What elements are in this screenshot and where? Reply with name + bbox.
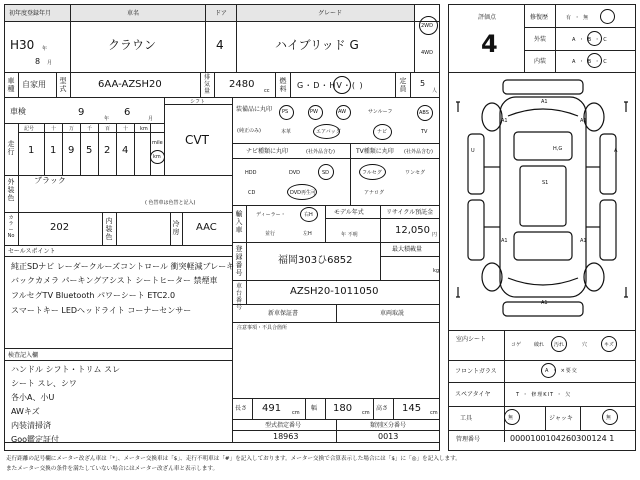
sales-points-label: セールスポイント — [8, 248, 56, 255]
jack-label: ジャッキ — [549, 415, 573, 422]
chassis-value: AZSH20-1011050 — [290, 286, 379, 297]
inspector-line-5: 内装清掃済 — [11, 421, 51, 430]
displacement-label: 排気量 — [203, 74, 210, 95]
damage-mark-left-front: A1 — [501, 118, 508, 124]
vehicle-manual-label: 車両取説 — [380, 310, 405, 317]
tv-type-label: TV種類に丸印 — [356, 148, 394, 155]
tv-analog: アナログ — [364, 190, 385, 196]
max-load-label: 最大積載量 — [392, 246, 423, 253]
length-unit: cm — [292, 410, 300, 416]
damage-mark-right-front: A1 — [580, 118, 587, 124]
import-label: 輸入車 — [235, 210, 243, 234]
spare-tire-label: スペアタイヤ — [455, 391, 491, 398]
capacity-label: 定員 — [399, 77, 407, 93]
damage-mark-center: S1 — [542, 180, 549, 186]
damage-mark-roof: H,G — [553, 146, 563, 152]
interior-grade-value: A ・ B ・ C — [572, 59, 608, 65]
type-designation-value: 18963 — [273, 432, 299, 441]
navi-type-sub-label: (社外品含む) — [306, 149, 335, 155]
grade-value: ハイブリッド G — [275, 38, 359, 52]
equip-airbag: エアバッグ — [316, 129, 341, 135]
first-registration-month-suffix: 月 — [47, 60, 53, 66]
inspection-label: 車検 — [10, 107, 26, 116]
mileage-header-symbol: 記号 — [24, 126, 35, 132]
mileage-unit-mile: mile — [152, 140, 163, 146]
model-year-label: モデル年式 — [334, 209, 364, 216]
damage-mark-right-door: A — [614, 148, 618, 154]
mileage-header-km: km — [140, 126, 148, 132]
model-value: 6AA-AZSH20 — [98, 79, 162, 90]
width-value: 180 — [333, 403, 353, 414]
navi-dvd: DVD — [289, 170, 301, 176]
car-name: クラウン — [108, 38, 157, 52]
sales-point-line-1: 純正SDナビ レーダークルーズコントロール 衝突軽減ブレーキ — [11, 262, 235, 271]
car-name-label: 車名 — [127, 10, 140, 17]
navi-hdd: HDD — [245, 170, 257, 176]
front-glass-value: A ・ ×要交 — [545, 368, 578, 374]
interior-seat-label: 室内シート — [456, 336, 487, 343]
mileage-digit-1: 1 — [28, 145, 35, 156]
mileage-header-100: 百 — [105, 126, 111, 132]
tools-value: 無 — [508, 415, 514, 421]
seat-tear: 破れ — [534, 342, 545, 348]
inspector-line-3: 各小A、小U — [11, 393, 55, 402]
inspection-month-unit: 月 — [148, 116, 154, 122]
exterior-grade-value: A ・ B ・ C — [572, 37, 608, 43]
equip-aw: AW — [338, 109, 347, 115]
displacement-unit: cc — [264, 88, 270, 94]
capacity-value: 5 — [420, 79, 426, 88]
mileage-header-10: 十 — [123, 126, 129, 132]
equip-navi: ナビ — [377, 129, 388, 135]
height-value: 145 — [402, 403, 422, 414]
grade-label: グレード — [318, 10, 343, 17]
equipment-sub-label: (純正のみ) — [237, 128, 261, 134]
mileage-digit-3: 9 — [68, 145, 75, 156]
recycle-fee-label: リサイクル預託金 — [386, 209, 434, 216]
mileage-header-10k: 万 — [69, 126, 75, 132]
equip-leather: 本革 — [281, 129, 292, 135]
inspection-year: 9 — [78, 107, 85, 118]
repair-history-value: 有 ・ 無 — [566, 15, 590, 21]
management-number-label: 管理番号 — [456, 436, 481, 443]
repair-none-circle — [600, 9, 615, 24]
vehicle-type-label: 車種 — [7, 77, 15, 93]
first-registration-label: 初年度登録年月 — [9, 10, 52, 17]
equip-tv: TV — [421, 129, 428, 135]
width-unit: cm — [362, 410, 370, 416]
inspector-line-6: Goo鑑定証付 — [11, 435, 59, 444]
mileage-label: 走行 — [7, 140, 15, 156]
model-year-value: 年 不明 — [341, 232, 358, 238]
mileage-digit-4: 5 — [86, 145, 93, 156]
inspector-line-4: AWキズ — [11, 407, 40, 416]
seat-stain: 汚れ — [554, 342, 565, 348]
equip-sunroof: サンルーフ — [368, 109, 393, 115]
mileage-header-1k: 千 — [87, 126, 93, 132]
displacement-value: 2480 — [229, 79, 255, 90]
mileage-digit-2: 1 — [50, 145, 57, 156]
capacity-unit: 人 — [432, 88, 438, 94]
navi-cd: CD — [248, 190, 256, 196]
recycle-fee-unit: 円 — [432, 232, 438, 238]
recycle-fee-value: 12,050 — [395, 225, 430, 236]
first-registration-year-suffix: 年 — [42, 46, 48, 52]
color-number-label: カラーNo — [7, 215, 15, 239]
height-unit: cm — [430, 410, 438, 416]
exterior-color-label: 外装色 — [7, 178, 15, 202]
import-right-hand: 右H — [304, 212, 313, 218]
navi-dvd-playback: DVD再生可 — [290, 190, 317, 196]
shift-label: シフト — [190, 99, 206, 105]
seat-hole: 穴 — [582, 342, 588, 348]
fuel-value: G・D・HV・( ) — [297, 81, 364, 90]
front-glass-label: フロントガラス — [455, 368, 497, 375]
width-label: 幅 — [311, 405, 318, 412]
rating-label: 評価点 — [478, 14, 497, 21]
inspection-year-unit: 年 — [104, 116, 110, 122]
model-label: 型式 — [59, 77, 67, 93]
navi-sd: SD — [322, 170, 330, 176]
tv-type-sub-label: (社外品含む) — [404, 149, 433, 155]
first-registration-month: 8 — [35, 57, 41, 66]
sales-point-line-2: バックカメラ パーキングアシスト シートヒーター 禁煙車 — [11, 276, 218, 285]
max-load-unit: kg — [433, 268, 440, 274]
aircon-value: AAC — [196, 222, 217, 233]
registration-label: 登録番号 — [235, 245, 243, 277]
damage-mark-left-door: U — [471, 148, 475, 154]
notes-label: 注意事項・不具合箇所 — [237, 325, 288, 331]
aircon-label: 冷房 — [172, 220, 180, 236]
interior-color-label: 内装色 — [105, 217, 113, 241]
footer-note-line-1: 走行距離の記号欄にメーター改ざん車は「*」、メーター交換車は「$」、走行不明車は「#」を記入しております。メーター交換で合算表示した場合には「$」に「◎」を記入します。 — [6, 456, 461, 462]
type-designation-label: 型式指定番号 — [265, 422, 302, 429]
damage-mark-rear-bumper: A1 — [541, 300, 548, 306]
equip-abs: ABS — [419, 110, 429, 116]
management-number-value: 0000100104260300124 1 — [510, 434, 615, 443]
footer-note-line-2: またメーター交換の条件を満たしていない場合にはメーター改ざん車と表示します。 — [6, 466, 219, 472]
category-number-value: 0013 — [378, 432, 399, 441]
navi-type-label: ナビ種類に丸印 — [246, 148, 289, 155]
rating-score: 4 — [481, 30, 498, 58]
height-label: 高さ — [376, 405, 389, 412]
exterior-color-value: ブラック — [34, 176, 66, 185]
seat-scratch: キズ — [604, 342, 614, 348]
inspector-line-1: ハンドル シフト・トリム スレ — [11, 365, 121, 374]
damage-mark-right-rear: A1 — [580, 238, 587, 244]
seat-scorch: コゲ — [511, 342, 522, 348]
first-registration-era: H30 — [10, 38, 35, 52]
mileage-digit-6: 4 — [122, 145, 129, 156]
length-label: 長さ — [235, 405, 248, 412]
inspection-month: 6 — [124, 107, 131, 118]
fuel-label: 燃料 — [279, 77, 287, 93]
category-number-label: 類別区分番号 — [370, 422, 407, 429]
equip-ps: PS — [282, 109, 289, 115]
vehicle-type-value: 自家用 — [22, 80, 46, 89]
sales-point-line-4: スマートキー LEDヘッドライト コーナーセンサー — [11, 306, 192, 315]
equip-pw: PW — [310, 109, 318, 115]
spare-tire-value: T ・ 修理KIT ・ 欠 — [516, 392, 572, 398]
interior-grade-b-circle — [587, 53, 602, 68]
chassis-label: 車台番号 — [235, 283, 242, 311]
color-number-value: 202 — [50, 222, 70, 233]
import-parallel: 並行 — [265, 231, 276, 237]
doors-value: 4 — [216, 38, 224, 52]
fuel-hv-circle — [333, 76, 351, 94]
equipment-label: 装備品に丸印 — [236, 106, 273, 113]
import-left-hand: 左H — [303, 231, 312, 237]
tv-fullseg: フルセグ — [362, 170, 382, 176]
doors-label: ドア — [215, 10, 227, 17]
inspector-notes-label: 検査記入欄 — [8, 352, 39, 359]
mileage-digit-5: 2 — [104, 145, 111, 156]
car-damage-diagram — [448, 72, 636, 330]
exterior-grade-b-circle — [587, 31, 602, 46]
exterior-color-note: ( 色替車は色替と記入) — [145, 200, 196, 206]
drive-4wd: 4WD — [421, 50, 433, 56]
sales-point-line-3: フルセグTV Bluetooth パワーシート ETC2.0 — [11, 291, 176, 300]
new-car-warranty-label: 新車保証書 — [268, 310, 299, 317]
shift-value: CVT — [185, 133, 209, 147]
tools-label: 工具 — [460, 415, 473, 422]
damage-mark-front-bumper: A1 — [541, 99, 548, 105]
jack-value: 無 — [606, 415, 612, 421]
mileage-header-100k: 十 — [51, 126, 57, 132]
interior-grade-label: 内装 — [534, 58, 547, 65]
repair-history-label: 修復歴 — [530, 14, 549, 21]
import-dealer: ディーラー・ — [256, 212, 286, 218]
exterior-grade-label: 外装 — [534, 36, 547, 43]
drive-2wd: 2WD — [421, 23, 433, 29]
inspector-line-2: シート スレ、シワ — [11, 379, 77, 388]
mileage-unit-km: km — [153, 154, 161, 160]
tv-oneseg: ワンセグ — [405, 170, 426, 176]
registration-value: 福岡303ひ6852 — [278, 255, 353, 266]
damage-mark-left-rear: A1 — [501, 238, 508, 244]
length-value: 491 — [262, 403, 282, 414]
